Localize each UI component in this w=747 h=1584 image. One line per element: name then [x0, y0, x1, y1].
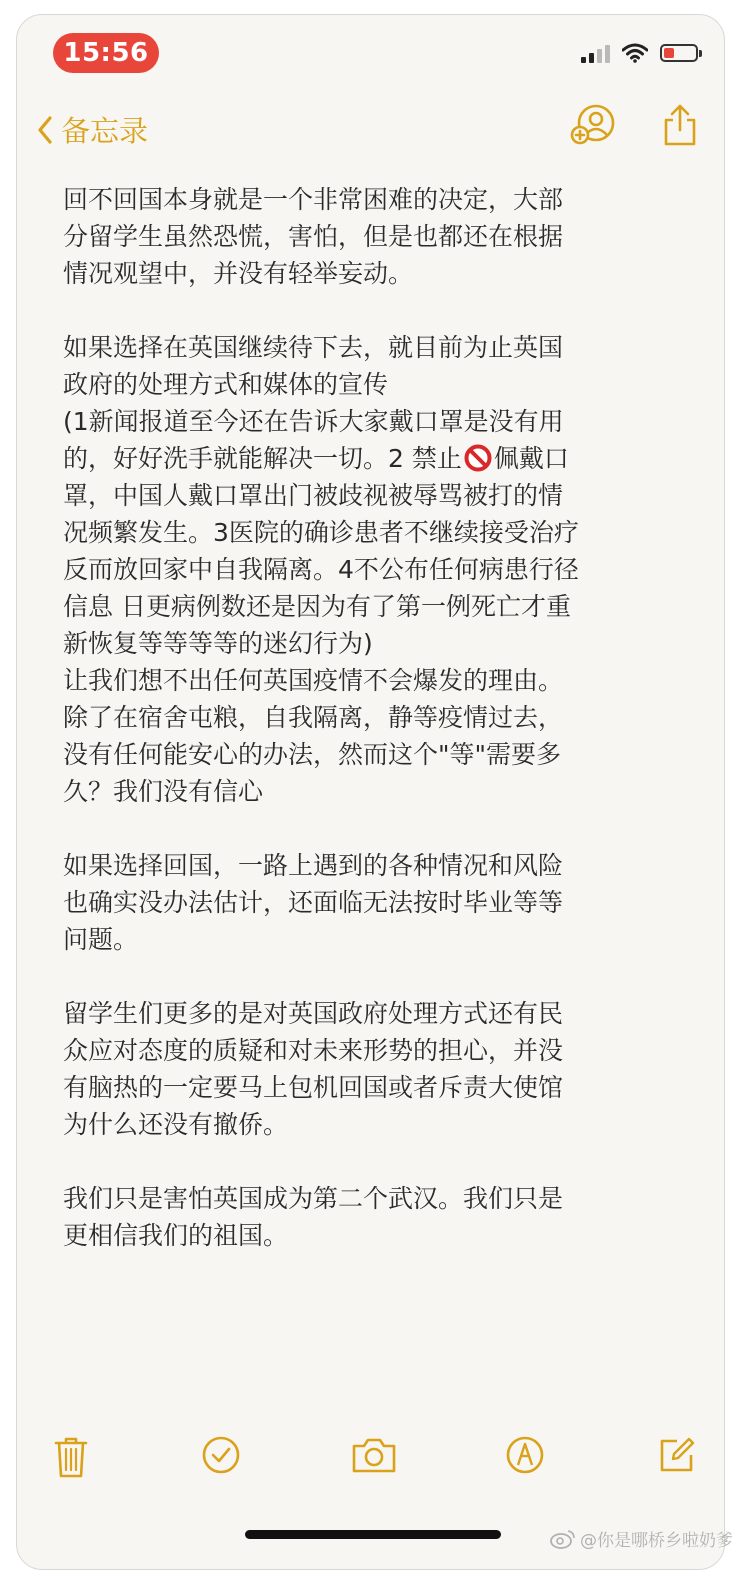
chevron-left-icon [37, 116, 53, 144]
note-line: 留学生们更多的是对英国政府处理方式还有民 [63, 999, 564, 1028]
note-line-part: 佩戴口 [493, 444, 569, 473]
markup-pen-icon [505, 1435, 545, 1475]
status-bar [17, 15, 724, 85]
note-line: 如果选择回国，一路上遇到的各种情况和风险 [63, 851, 564, 880]
share-icon [662, 103, 698, 147]
note-line: 如果选择在英国继续待下去，就目前为止英国 [63, 333, 564, 362]
note-line-part: 的，好好洗手就能解决一切。2 禁止 [63, 444, 462, 473]
weibo-icon [550, 1529, 576, 1549]
note-line: 反而放回家中自我隔离。4不公布任何病患行径 [63, 555, 579, 584]
compose-button[interactable] [657, 1435, 697, 1479]
navigation-bar [17, 101, 724, 161]
note-line: 罩，中国人戴口罩出门被歧视被辱骂被打的情 [63, 481, 564, 510]
share-button[interactable] [662, 103, 698, 151]
nav-actions [570, 101, 698, 153]
watermark-text: @你是哪桥乡啦奶爹 [580, 1531, 733, 1551]
note-line: 也确实没办法估计，还面临无法按时毕业等等 [63, 888, 564, 917]
add-person-button[interactable] [570, 101, 618, 153]
note-line: 为什么还没有撤侨。 [63, 1110, 289, 1139]
note-paragraph [63, 847, 678, 958]
delete-button[interactable] [53, 1435, 89, 1483]
note-line: 更相信我们的祖国。 [63, 1221, 289, 1250]
note-line: 信息 日更病例数还是因为有了第一例死亡才重 [63, 592, 571, 621]
cellular-signal-icon [581, 43, 610, 63]
note-line: 分留学生虽然恐慌，害怕，但是也都还在根据 [63, 222, 564, 251]
note-line-with-emoji [63, 440, 678, 477]
note-line: 情况观望中，并没有轻举妄动。 [63, 259, 414, 288]
note-line: 除了在宿舍屯粮，自我隔离，静等疫情过去， [63, 703, 564, 732]
trash-icon [53, 1435, 89, 1479]
note-line: 众应对态度的质疑和对未来形势的担心，并没 [63, 1036, 564, 1065]
battery-low-icon [660, 44, 698, 62]
note-paragraph [63, 1180, 678, 1254]
note-paragraph [63, 995, 678, 1143]
wifi-icon [622, 43, 648, 63]
watermark [550, 1526, 733, 1551]
add-person-icon [570, 101, 618, 149]
camera-icon [351, 1435, 397, 1475]
camera-button[interactable] [351, 1435, 397, 1479]
markup-button[interactable] [505, 1435, 545, 1479]
note-line: 问题。 [63, 925, 139, 954]
note-line: 没有任何能安心的办法，然而这个"等"需要多 [63, 740, 561, 769]
status-time[interactable]: 15:56 [53, 33, 159, 73]
note-line: 有脑热的一定要马上包机回国或者斥责大使馆 [63, 1073, 564, 1102]
compose-icon [657, 1435, 697, 1475]
note-line: 我们只是害怕英国成为第二个武汉。我们只是 [63, 1184, 564, 1213]
back-button[interactable] [37, 109, 148, 150]
note-line: 让我们想不出任何英国疫情不会爆发的理由。 [63, 666, 564, 695]
note-paragraph [63, 181, 678, 292]
note-line: 政府的处理方式和媒体的宣传 [63, 370, 389, 399]
phone-screen [16, 14, 725, 1570]
checklist-icon [201, 1435, 241, 1475]
status-icons [581, 43, 698, 63]
prohibited-icon [464, 444, 492, 472]
bottom-toolbar [17, 1435, 724, 1495]
checklist-button[interactable] [201, 1435, 241, 1479]
note-line: 回不回国本身就是一个非常困难的决定，大部 [63, 185, 564, 214]
note-line: (1新闻报道至今还在告诉大家戴口罩是没有用 [63, 407, 564, 436]
note-line: 久？我们没有信心 [63, 777, 264, 806]
note-line: 况频繁发生。3医院的确诊患者不继续接受治疗 [63, 518, 579, 547]
note-text[interactable] [63, 181, 678, 1254]
note-line: 新恢复等等等等的迷幻行为) [63, 629, 373, 658]
note-paragraph [63, 329, 678, 810]
back-button-label: 备忘录 [61, 114, 149, 148]
home-indicator[interactable] [245, 1530, 501, 1539]
